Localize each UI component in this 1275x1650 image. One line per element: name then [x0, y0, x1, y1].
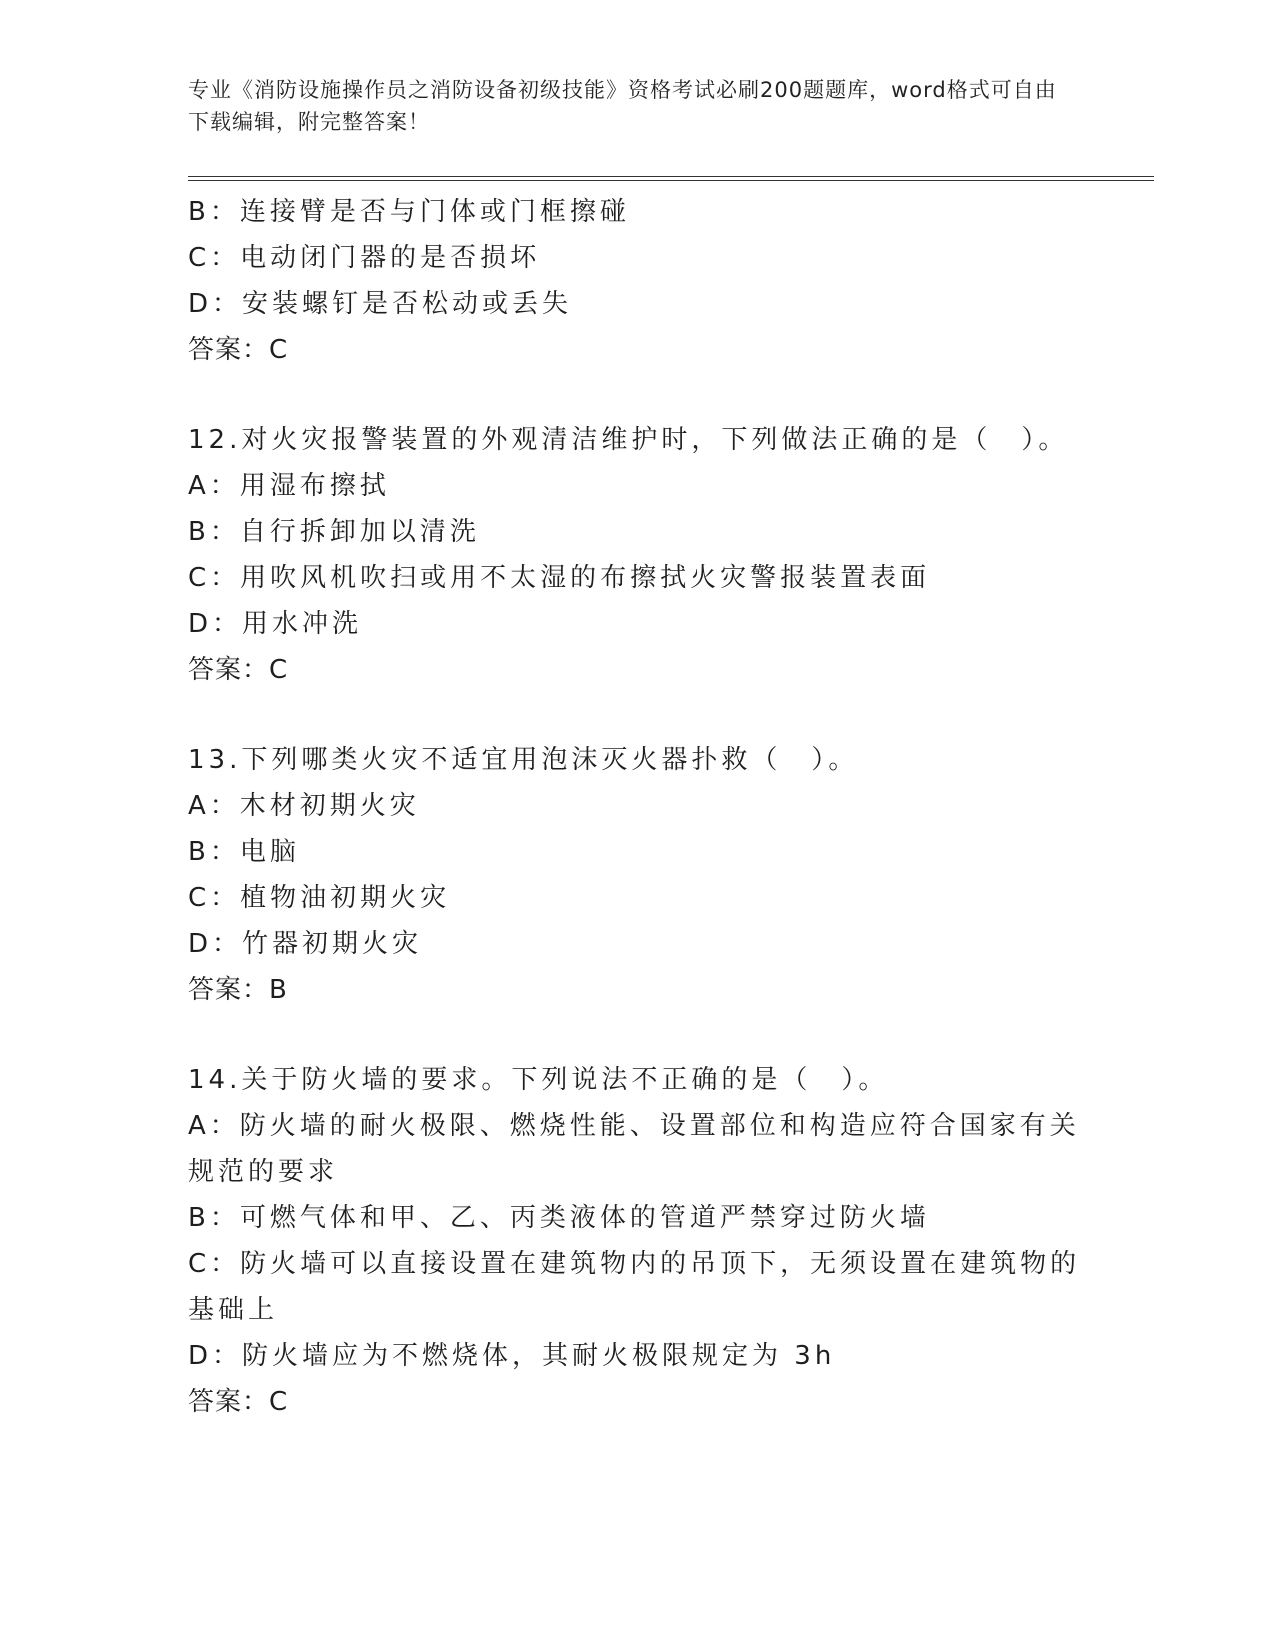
header-divider: [188, 176, 1154, 181]
page-header: 专业《消防设施操作员之消防设备初级技能》资格考试必刷200题题库，word格式可自由下载编辑，附完整答案！: [188, 78, 1057, 134]
option-c: C：用吹风机吹扫或用不太湿的布擦拭火灾警报装置表面: [188, 563, 931, 593]
document-body: [188, 189, 1088, 1425]
option-d: D：安装螺钉是否松动或丢失: [188, 289, 573, 319]
answer: 答案：C: [188, 335, 289, 365]
option-a: A：用湿布擦拭: [188, 471, 390, 501]
question-stem: 14.关于防火墙的要求。下列说法不正确的是（ ）。: [188, 1065, 889, 1095]
question-stem: 13.下列哪类火灾不适宜用泡沫灭火器扑救（ ）。: [188, 745, 859, 775]
option-c: C：植物油初期火灾: [188, 883, 451, 913]
question-14: [188, 1057, 1088, 1425]
option-b: B：连接臂是否与门体或门框擦碰: [188, 197, 630, 227]
answer: 答案：C: [188, 1387, 289, 1417]
option-b: B：电脑: [188, 837, 300, 867]
option-c: C：电动闭门器的是否损坏: [188, 243, 541, 273]
option-d: D：防火墙应为不燃烧体，其耐火极限规定为 3h: [188, 1341, 836, 1371]
question-stem: 12.对火灾报警装置的外观清洁维护时，下列做法正确的是（ ）。: [188, 425, 1069, 455]
answer: 答案：B: [188, 975, 288, 1005]
option-c: C：防火墙可以直接设置在建筑物内的吊顶下，无须设置在建筑物的基础上: [188, 1249, 1081, 1325]
question-11-continued: [188, 189, 1088, 373]
option-d: D：竹器初期火灾: [188, 929, 423, 959]
option-b: B：可燃气体和甲、乙、丙类液体的管道严禁穿过防火墙: [188, 1203, 930, 1233]
option-a: A：防火墙的耐火极限、燃烧性能、设置部位和构造应符合国家有关规范的要求: [188, 1111, 1080, 1187]
option-d: D：用水冲洗: [188, 609, 363, 639]
option-b: B：自行拆卸加以清洗: [188, 517, 480, 547]
answer: 答案：C: [188, 655, 289, 685]
question-12: [188, 417, 1088, 693]
question-13: [188, 737, 1088, 1013]
option-a: A：木材初期火灾: [188, 791, 420, 821]
